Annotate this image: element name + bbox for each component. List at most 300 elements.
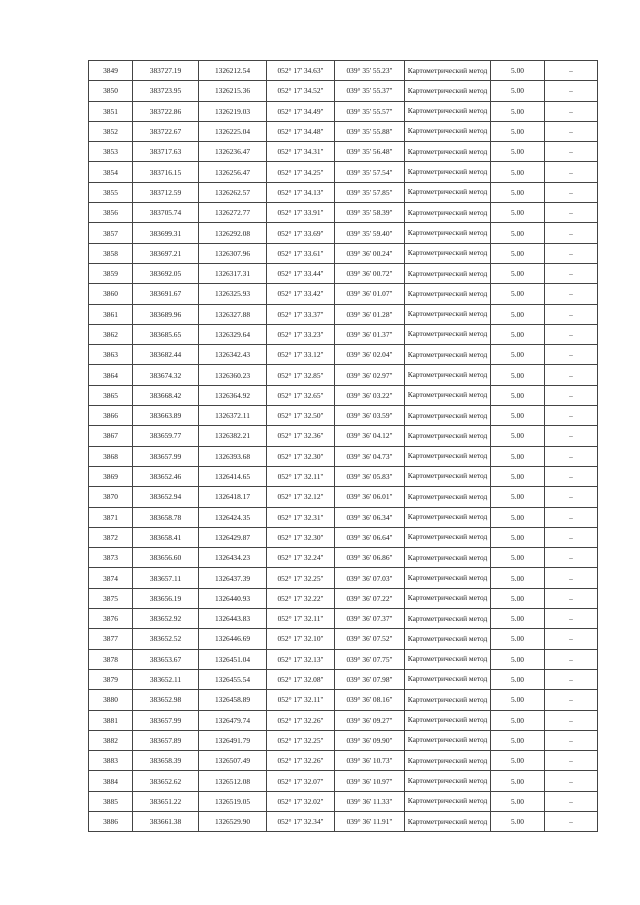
- table-row: [89, 142, 598, 162]
- method-cell: Картометрический метод: [405, 751, 491, 771]
- x-coordinate-cell: 383663.89: [133, 406, 199, 426]
- latitude-cell: 052° 17' 33.61": [267, 243, 335, 263]
- point-number-cell: 3873: [89, 548, 133, 568]
- table-row: [89, 182, 598, 202]
- table-row: [89, 588, 598, 608]
- x-coordinate-cell: 383658.41: [133, 527, 199, 547]
- point-number-cell: 3867: [89, 426, 133, 446]
- description-cell: –: [545, 203, 598, 223]
- x-coordinate-cell: 383653.67: [133, 649, 199, 669]
- description-cell: –: [545, 568, 598, 588]
- x-coordinate-cell: 383659.77: [133, 426, 199, 446]
- latitude-cell: 052° 17' 32.50": [267, 406, 335, 426]
- y-coordinate-cell: 1326446.69: [199, 629, 267, 649]
- x-coordinate-cell: 383722.86: [133, 101, 199, 121]
- x-coordinate-cell: 383652.46: [133, 466, 199, 486]
- y-coordinate-cell: 1326212.54: [199, 61, 267, 81]
- point-number-cell: 3882: [89, 730, 133, 750]
- longitude-cell: 039° 36' 02.97": [335, 365, 405, 385]
- longitude-cell: 039° 35' 55.57": [335, 101, 405, 121]
- longitude-cell: 039° 36' 09.90": [335, 730, 405, 750]
- y-coordinate-cell: 1326429.87: [199, 527, 267, 547]
- accuracy-cell: 5.00: [491, 791, 545, 811]
- y-coordinate-cell: 1326393.68: [199, 446, 267, 466]
- y-coordinate-cell: 1326292.08: [199, 223, 267, 243]
- latitude-cell: 052° 17' 32.22": [267, 588, 335, 608]
- x-coordinate-cell: 383657.89: [133, 730, 199, 750]
- table-row: [89, 385, 598, 405]
- latitude-cell: 052° 17' 34.48": [267, 121, 335, 141]
- y-coordinate-cell: 1326458.89: [199, 690, 267, 710]
- accuracy-cell: 5.00: [491, 669, 545, 689]
- y-coordinate-cell: 1326437.39: [199, 568, 267, 588]
- method-cell: Картометрический метод: [405, 263, 491, 283]
- y-coordinate-cell: 1326307.96: [199, 243, 267, 263]
- longitude-cell: 039° 36' 05.83": [335, 466, 405, 486]
- latitude-cell: 052° 17' 32.11": [267, 690, 335, 710]
- table-row: [89, 649, 598, 669]
- latitude-cell: 052° 17' 33.12": [267, 345, 335, 365]
- table-row: [89, 324, 598, 344]
- point-number-cell: 3860: [89, 284, 133, 304]
- longitude-cell: 039° 36' 06.64": [335, 527, 405, 547]
- point-number-cell: 3865: [89, 385, 133, 405]
- longitude-cell: 039° 36' 06.86": [335, 548, 405, 568]
- method-cell: Картометрический метод: [405, 426, 491, 446]
- point-number-cell: 3849: [89, 61, 133, 81]
- method-cell: Картометрический метод: [405, 690, 491, 710]
- longitude-cell: 039° 36' 11.91": [335, 811, 405, 831]
- accuracy-cell: 5.00: [491, 121, 545, 141]
- description-cell: –: [545, 609, 598, 629]
- method-cell: Картометрический метод: [405, 609, 491, 629]
- y-coordinate-cell: 1326440.93: [199, 588, 267, 608]
- latitude-cell: 052° 17' 33.37": [267, 304, 335, 324]
- point-number-cell: 3863: [89, 345, 133, 365]
- latitude-cell: 052° 17' 32.08": [267, 669, 335, 689]
- accuracy-cell: 5.00: [491, 365, 545, 385]
- table-row: [89, 730, 598, 750]
- description-cell: –: [545, 121, 598, 141]
- x-coordinate-cell: 383652.62: [133, 771, 199, 791]
- description-cell: –: [545, 365, 598, 385]
- x-coordinate-cell: 383652.11: [133, 669, 199, 689]
- y-coordinate-cell: 1326491.79: [199, 730, 267, 750]
- x-coordinate-cell: 383657.99: [133, 710, 199, 730]
- table-row: [89, 406, 598, 426]
- x-coordinate-cell: 383656.60: [133, 548, 199, 568]
- description-cell: –: [545, 751, 598, 771]
- description-cell: –: [545, 690, 598, 710]
- description-cell: –: [545, 669, 598, 689]
- method-cell: Картометрический метод: [405, 61, 491, 81]
- accuracy-cell: 5.00: [491, 243, 545, 263]
- accuracy-cell: 5.00: [491, 406, 545, 426]
- accuracy-cell: 5.00: [491, 609, 545, 629]
- y-coordinate-cell: 1326364.92: [199, 385, 267, 405]
- method-cell: Картометрический метод: [405, 669, 491, 689]
- method-cell: Картометрический метод: [405, 568, 491, 588]
- x-coordinate-cell: 383692.05: [133, 263, 199, 283]
- method-cell: Картометрический метод: [405, 791, 491, 811]
- point-number-cell: 3861: [89, 304, 133, 324]
- description-cell: –: [545, 791, 598, 811]
- accuracy-cell: 5.00: [491, 568, 545, 588]
- method-cell: Картометрический метод: [405, 548, 491, 568]
- description-cell: –: [545, 284, 598, 304]
- x-coordinate-cell: 383699.31: [133, 223, 199, 243]
- method-cell: Картометрический метод: [405, 223, 491, 243]
- longitude-cell: 039° 36' 04.12": [335, 426, 405, 446]
- point-number-cell: 3866: [89, 406, 133, 426]
- x-coordinate-cell: 383712.59: [133, 182, 199, 202]
- x-coordinate-cell: 383658.78: [133, 507, 199, 527]
- x-coordinate-cell: 383682.44: [133, 345, 199, 365]
- point-number-cell: 3885: [89, 791, 133, 811]
- longitude-cell: 039° 36' 03.59": [335, 406, 405, 426]
- longitude-cell: 039° 35' 55.88": [335, 121, 405, 141]
- y-coordinate-cell: 1326424.35: [199, 507, 267, 527]
- latitude-cell: 052° 17' 32.07": [267, 771, 335, 791]
- accuracy-cell: 5.00: [491, 385, 545, 405]
- accuracy-cell: 5.00: [491, 548, 545, 568]
- longitude-cell: 039° 36' 01.37": [335, 324, 405, 344]
- table-row: [89, 629, 598, 649]
- method-cell: Картометрический метод: [405, 385, 491, 405]
- y-coordinate-cell: 1326236.47: [199, 142, 267, 162]
- method-cell: Картометрический метод: [405, 345, 491, 365]
- accuracy-cell: 5.00: [491, 446, 545, 466]
- method-cell: Картометрический метод: [405, 284, 491, 304]
- x-coordinate-cell: 383652.98: [133, 690, 199, 710]
- description-cell: –: [545, 446, 598, 466]
- method-cell: Картометрический метод: [405, 710, 491, 730]
- x-coordinate-cell: 383674.32: [133, 365, 199, 385]
- longitude-cell: 039° 36' 00.24": [335, 243, 405, 263]
- description-cell: –: [545, 101, 598, 121]
- y-coordinate-cell: 1326443.83: [199, 609, 267, 629]
- latitude-cell: 052° 17' 32.11": [267, 466, 335, 486]
- description-cell: –: [545, 406, 598, 426]
- x-coordinate-cell: 383657.99: [133, 446, 199, 466]
- y-coordinate-cell: 1326414.65: [199, 466, 267, 486]
- latitude-cell: 052° 17' 32.24": [267, 548, 335, 568]
- document-page: [88, 60, 597, 832]
- method-cell: Картометрический метод: [405, 629, 491, 649]
- point-number-cell: 3870: [89, 487, 133, 507]
- method-cell: Картометрический метод: [405, 81, 491, 101]
- accuracy-cell: 5.00: [491, 690, 545, 710]
- y-coordinate-cell: 1326372.11: [199, 406, 267, 426]
- y-coordinate-cell: 1326219.03: [199, 101, 267, 121]
- longitude-cell: 039° 36' 11.33": [335, 791, 405, 811]
- description-cell: –: [545, 61, 598, 81]
- description-cell: –: [545, 710, 598, 730]
- y-coordinate-cell: 1326451.04: [199, 649, 267, 669]
- y-coordinate-cell: 1326256.47: [199, 162, 267, 182]
- latitude-cell: 052° 17' 32.11": [267, 609, 335, 629]
- point-number-cell: 3881: [89, 710, 133, 730]
- accuracy-cell: 5.00: [491, 751, 545, 771]
- accuracy-cell: 5.00: [491, 142, 545, 162]
- table-row: [89, 487, 598, 507]
- x-coordinate-cell: 383722.67: [133, 121, 199, 141]
- method-cell: Картометрический метод: [405, 649, 491, 669]
- latitude-cell: 052° 17' 33.42": [267, 284, 335, 304]
- accuracy-cell: 5.00: [491, 223, 545, 243]
- x-coordinate-cell: 383657.11: [133, 568, 199, 588]
- y-coordinate-cell: 1326519.05: [199, 791, 267, 811]
- point-number-cell: 3856: [89, 203, 133, 223]
- table-row: [89, 223, 598, 243]
- x-coordinate-cell: 383727.19: [133, 61, 199, 81]
- description-cell: –: [545, 162, 598, 182]
- y-coordinate-cell: 1326317.31: [199, 263, 267, 283]
- latitude-cell: 052° 17' 32.12": [267, 487, 335, 507]
- latitude-cell: 052° 17' 32.02": [267, 791, 335, 811]
- method-cell: Картометрический метод: [405, 182, 491, 202]
- y-coordinate-cell: 1326262.57: [199, 182, 267, 202]
- longitude-cell: 039° 36' 07.52": [335, 629, 405, 649]
- x-coordinate-cell: 383651.22: [133, 791, 199, 811]
- accuracy-cell: 5.00: [491, 649, 545, 669]
- latitude-cell: 052° 17' 33.23": [267, 324, 335, 344]
- latitude-cell: 052° 17' 32.26": [267, 710, 335, 730]
- description-cell: –: [545, 243, 598, 263]
- x-coordinate-cell: 383717.63: [133, 142, 199, 162]
- point-number-cell: 3875: [89, 588, 133, 608]
- longitude-cell: 039° 36' 10.97": [335, 771, 405, 791]
- table-row: [89, 243, 598, 263]
- accuracy-cell: 5.00: [491, 182, 545, 202]
- y-coordinate-cell: 1326507.49: [199, 751, 267, 771]
- x-coordinate-cell: 383661.38: [133, 811, 199, 831]
- x-coordinate-cell: 383697.21: [133, 243, 199, 263]
- method-cell: Картометрический метод: [405, 304, 491, 324]
- longitude-cell: 039° 36' 10.73": [335, 751, 405, 771]
- latitude-cell: 052° 17' 32.13": [267, 649, 335, 669]
- y-coordinate-cell: 1326512.08: [199, 771, 267, 791]
- y-coordinate-cell: 1326529.90: [199, 811, 267, 831]
- point-number-cell: 3859: [89, 263, 133, 283]
- longitude-cell: 039° 36' 09.27": [335, 710, 405, 730]
- description-cell: –: [545, 527, 598, 547]
- table-row: [89, 751, 598, 771]
- longitude-cell: 039° 36' 07.22": [335, 588, 405, 608]
- method-cell: Картометрический метод: [405, 487, 491, 507]
- point-number-cell: 3877: [89, 629, 133, 649]
- method-cell: Картометрический метод: [405, 243, 491, 263]
- latitude-cell: 052° 17' 32.30": [267, 446, 335, 466]
- table-row: [89, 811, 598, 831]
- y-coordinate-cell: 1326329.64: [199, 324, 267, 344]
- x-coordinate-cell: 383652.52: [133, 629, 199, 649]
- table-row: [89, 690, 598, 710]
- point-number-cell: 3886: [89, 811, 133, 831]
- longitude-cell: 039° 35' 58.39": [335, 203, 405, 223]
- description-cell: –: [545, 385, 598, 405]
- point-number-cell: 3868: [89, 446, 133, 466]
- table-row: [89, 548, 598, 568]
- point-number-cell: 3853: [89, 142, 133, 162]
- description-cell: –: [545, 466, 598, 486]
- latitude-cell: 052° 17' 34.63": [267, 61, 335, 81]
- point-number-cell: 3857: [89, 223, 133, 243]
- method-cell: Картометрический метод: [405, 324, 491, 344]
- longitude-cell: 039° 35' 57.85": [335, 182, 405, 202]
- y-coordinate-cell: 1326327.88: [199, 304, 267, 324]
- latitude-cell: 052° 17' 32.31": [267, 507, 335, 527]
- y-coordinate-cell: 1326360.23: [199, 365, 267, 385]
- table-row: [89, 263, 598, 283]
- y-coordinate-cell: 1326225.04: [199, 121, 267, 141]
- accuracy-cell: 5.00: [491, 507, 545, 527]
- accuracy-cell: 5.00: [491, 730, 545, 750]
- point-number-cell: 3869: [89, 466, 133, 486]
- accuracy-cell: 5.00: [491, 263, 545, 283]
- table-row: [89, 345, 598, 365]
- description-cell: –: [545, 263, 598, 283]
- accuracy-cell: 5.00: [491, 487, 545, 507]
- method-cell: Картометрический метод: [405, 466, 491, 486]
- longitude-cell: 039° 35' 59.40": [335, 223, 405, 243]
- longitude-cell: 039° 36' 07.75": [335, 649, 405, 669]
- table-row: [89, 365, 598, 385]
- latitude-cell: 052° 17' 33.69": [267, 223, 335, 243]
- accuracy-cell: 5.00: [491, 629, 545, 649]
- table-row: [89, 771, 598, 791]
- accuracy-cell: 5.00: [491, 61, 545, 81]
- accuracy-cell: 5.00: [491, 81, 545, 101]
- description-cell: –: [545, 223, 598, 243]
- table-row: [89, 507, 598, 527]
- latitude-cell: 052° 17' 33.44": [267, 263, 335, 283]
- y-coordinate-cell: 1326215.36: [199, 81, 267, 101]
- longitude-cell: 039° 36' 08.16": [335, 690, 405, 710]
- x-coordinate-cell: 383689.96: [133, 304, 199, 324]
- table-row: [89, 81, 598, 101]
- point-number-cell: 3855: [89, 182, 133, 202]
- latitude-cell: 052° 17' 34.52": [267, 81, 335, 101]
- latitude-cell: 052° 17' 32.25": [267, 568, 335, 588]
- coordinates-table: [88, 60, 598, 832]
- latitude-cell: 052° 17' 32.25": [267, 730, 335, 750]
- accuracy-cell: 5.00: [491, 304, 545, 324]
- method-cell: Картометрический метод: [405, 527, 491, 547]
- point-number-cell: 3850: [89, 81, 133, 101]
- table-row: [89, 669, 598, 689]
- x-coordinate-cell: 383658.39: [133, 751, 199, 771]
- point-number-cell: 3872: [89, 527, 133, 547]
- longitude-cell: 039° 36' 06.34": [335, 507, 405, 527]
- point-number-cell: 3862: [89, 324, 133, 344]
- y-coordinate-cell: 1326272.77: [199, 203, 267, 223]
- method-cell: Картометрический метод: [405, 811, 491, 831]
- point-number-cell: 3864: [89, 365, 133, 385]
- x-coordinate-cell: 383716.15: [133, 162, 199, 182]
- x-coordinate-cell: 383723.95: [133, 81, 199, 101]
- accuracy-cell: 5.00: [491, 345, 545, 365]
- table-row: [89, 791, 598, 811]
- y-coordinate-cell: 1326434.23: [199, 548, 267, 568]
- latitude-cell: 052° 17' 32.65": [267, 385, 335, 405]
- method-cell: Картометрический метод: [405, 142, 491, 162]
- point-number-cell: 3851: [89, 101, 133, 121]
- point-number-cell: 3879: [89, 669, 133, 689]
- description-cell: –: [545, 649, 598, 669]
- point-number-cell: 3852: [89, 121, 133, 141]
- longitude-cell: 039° 36' 02.04": [335, 345, 405, 365]
- method-cell: Картометрический метод: [405, 101, 491, 121]
- latitude-cell: 052° 17' 34.31": [267, 142, 335, 162]
- accuracy-cell: 5.00: [491, 811, 545, 831]
- latitude-cell: 052° 17' 33.91": [267, 203, 335, 223]
- latitude-cell: 052° 17' 32.10": [267, 629, 335, 649]
- description-cell: –: [545, 487, 598, 507]
- x-coordinate-cell: 383656.19: [133, 588, 199, 608]
- x-coordinate-cell: 383685.65: [133, 324, 199, 344]
- latitude-cell: 052° 17' 32.85": [267, 365, 335, 385]
- description-cell: –: [545, 730, 598, 750]
- table-row: [89, 710, 598, 730]
- y-coordinate-cell: 1326418.17: [199, 487, 267, 507]
- latitude-cell: 052° 17' 32.36": [267, 426, 335, 446]
- x-coordinate-cell: 383705.74: [133, 203, 199, 223]
- method-cell: Картометрический метод: [405, 162, 491, 182]
- accuracy-cell: 5.00: [491, 710, 545, 730]
- y-coordinate-cell: 1326325.93: [199, 284, 267, 304]
- longitude-cell: 039° 35' 55.37": [335, 81, 405, 101]
- y-coordinate-cell: 1326455.54: [199, 669, 267, 689]
- description-cell: –: [545, 426, 598, 446]
- table-row: [89, 121, 598, 141]
- accuracy-cell: 5.00: [491, 162, 545, 182]
- method-cell: Картометрический метод: [405, 588, 491, 608]
- x-coordinate-cell: 383691.67: [133, 284, 199, 304]
- latitude-cell: 052° 17' 32.26": [267, 751, 335, 771]
- point-number-cell: 3883: [89, 751, 133, 771]
- table-row: [89, 466, 598, 486]
- longitude-cell: 039° 36' 07.03": [335, 568, 405, 588]
- point-number-cell: 3854: [89, 162, 133, 182]
- method-cell: Картометрический метод: [405, 730, 491, 750]
- accuracy-cell: 5.00: [491, 426, 545, 446]
- point-number-cell: 3884: [89, 771, 133, 791]
- y-coordinate-cell: 1326342.43: [199, 345, 267, 365]
- method-cell: Картометрический метод: [405, 406, 491, 426]
- description-cell: –: [545, 588, 598, 608]
- point-number-cell: 3871: [89, 507, 133, 527]
- longitude-cell: 039° 36' 00.72": [335, 263, 405, 283]
- x-coordinate-cell: 383668.42: [133, 385, 199, 405]
- accuracy-cell: 5.00: [491, 324, 545, 344]
- accuracy-cell: 5.00: [491, 466, 545, 486]
- method-cell: Картометрический метод: [405, 771, 491, 791]
- accuracy-cell: 5.00: [491, 203, 545, 223]
- accuracy-cell: 5.00: [491, 588, 545, 608]
- description-cell: –: [545, 345, 598, 365]
- description-cell: –: [545, 507, 598, 527]
- table-row: [89, 284, 598, 304]
- table-row: [89, 446, 598, 466]
- description-cell: –: [545, 81, 598, 101]
- accuracy-cell: 5.00: [491, 101, 545, 121]
- method-cell: Картометрический метод: [405, 446, 491, 466]
- y-coordinate-cell: 1326479.74: [199, 710, 267, 730]
- description-cell: –: [545, 548, 598, 568]
- table-row: [89, 426, 598, 446]
- latitude-cell: 052° 17' 34.25": [267, 162, 335, 182]
